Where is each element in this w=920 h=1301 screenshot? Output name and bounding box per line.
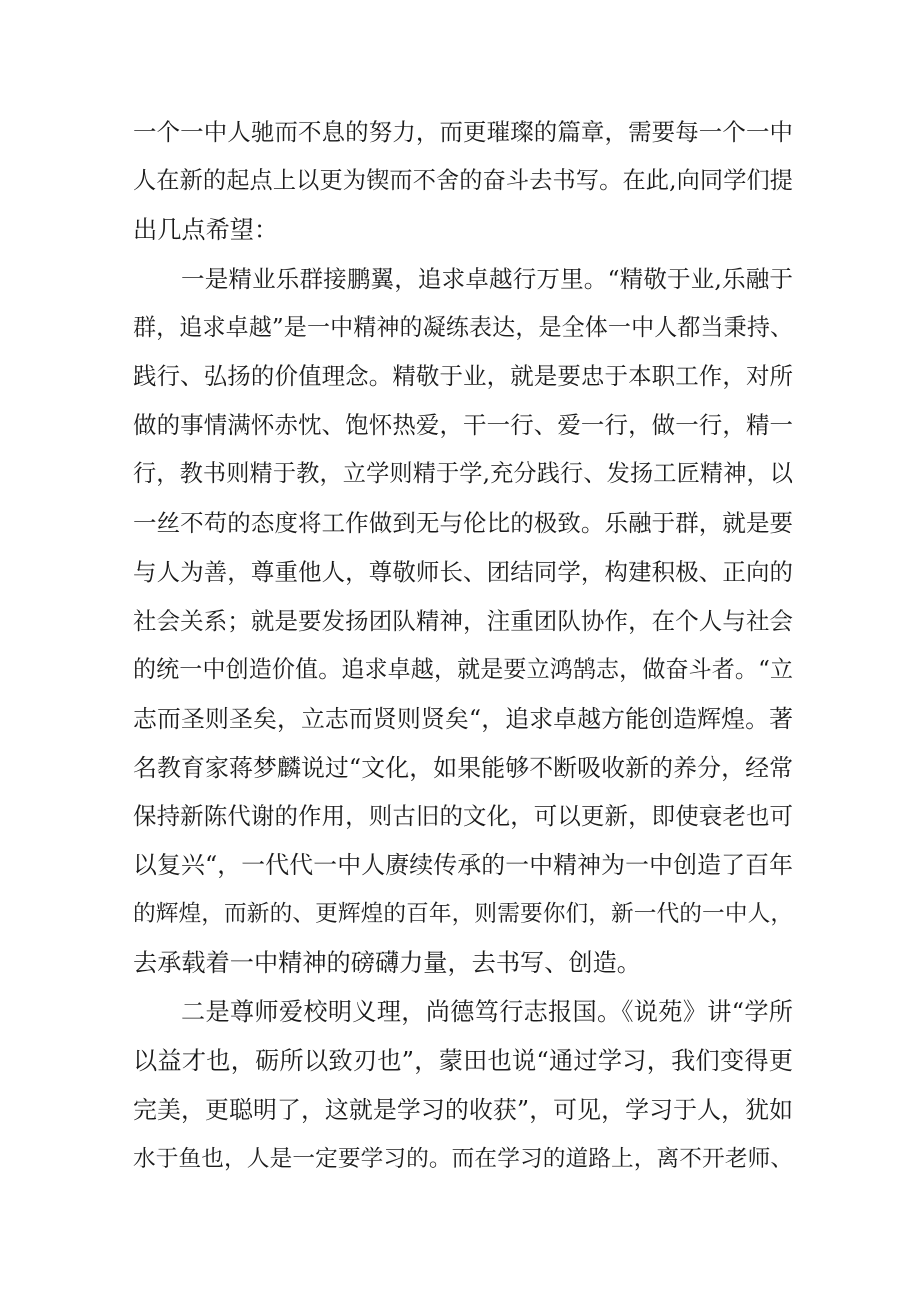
text-line: 人在新的起点上以更为锲而不舍的奋斗去书写。在此,向同学们提: [133, 166, 793, 194]
text-line: 的统一中创造价值。追求卓越，就是要立鸿鹄志，做奋斗者。“立: [133, 656, 793, 683]
text-line: 出几点希望：: [133, 215, 279, 244]
text-line: 保持新陈代谢的作用，则古旧的文化，可以更新，即使衰老也可: [133, 802, 793, 831]
text-line: 践行、弘扬的价值理念。精敬于业，就是要忠于本职工作，对所: [133, 362, 793, 391]
text-line: 去承载着一中精神的磅礴力量，去书写、创造。: [133, 949, 641, 978]
text-line: 的辉煌，而新的、更辉煌的百年，则需要你们，新一代的一中人，: [133, 901, 793, 928]
text-line: 一丝不苟的态度将工作做到无与伦比的极致。乐融于群，就是要: [133, 509, 793, 538]
text-line: 志而圣则圣矣，立志而贤则贤矣“，追求卓越方能创造辉煌。著: [133, 704, 793, 733]
text-line: 社会关系；就是要发扬团队精神，注重团队协作，在个人与社会: [133, 606, 793, 635]
body-text: [133, 108, 793, 1184]
text-line: 一个一中人驰而不息的努力，而更璀璨的篇章，需要每一个一中: [133, 118, 793, 146]
text-line: 做的事情满怀赤忱、饱怀热爱，干一行、爱一行，做一行，精一: [133, 411, 793, 440]
text-line: 与人为善，尊重他人，尊敬师长、团结同学，构建积极、正向的: [133, 558, 793, 587]
text-line: 完美，更聪明了，这就是学习的收获”，可见，学习于人，犹如: [133, 1095, 793, 1124]
text-line: 行，教书则精于教，立学则精于学,充分践行、发扬工匠精神，以: [133, 460, 793, 488]
text-line: 水于鱼也，人是一定要学习的。而在学习的道路上，离不开老师、: [133, 1145, 793, 1172]
paragraph-first-line: 二是尊师爱校明义理，尚德笃行志报国。《说苑》讲“学所: [181, 998, 793, 1027]
text-line: 群，追求卓越”是一中精神的凝练表达，是全体一中人都当秉持、: [133, 314, 793, 341]
text-line: 以复兴“，一代代一中人赓续传承的一中精神为一中创造了百年: [133, 851, 793, 880]
text-line: 名教育家蒋梦麟说过“文化，如果能够不断吸收新的养分，经常: [133, 753, 793, 782]
text-line: 以益才也，砺所以致刃也”，蒙田也说“通过学习，我们变得更: [133, 1046, 793, 1075]
paragraph-first-line: 一是精业乐群接鹏翼，追求卓越行万里。“精敬于业,乐融于: [181, 264, 793, 293]
